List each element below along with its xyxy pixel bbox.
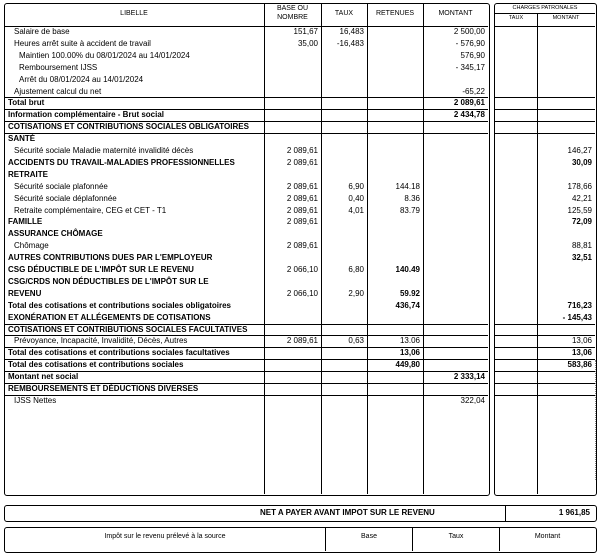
row-cp-montant: 30,09 (571, 157, 592, 167)
impot-taux: Taux (448, 533, 464, 540)
row-montant: 2 089,61 (453, 98, 485, 108)
row-taux: 16,483 (339, 27, 364, 36)
row-base: 2 089,61 (286, 146, 318, 155)
net-a-payer-value: 1 961,85 (558, 508, 590, 517)
column-divider (423, 4, 424, 494)
row-label: REVENU (8, 288, 42, 298)
row-label: COTISATIONS ET CONTRIBUTIONS SOCIALES FACULTATIVES (8, 324, 248, 334)
side-row-rule (495, 133, 595, 134)
row-montant: - 345,17 (455, 62, 485, 72)
row-taux: 4,01 (348, 205, 364, 215)
row-retenues: 13.06 (399, 336, 420, 346)
row-retenues: 8.36 (404, 193, 420, 203)
row-label: RETRAITE (8, 169, 48, 179)
section-rule (5, 121, 488, 122)
row-cp-montant: 178,66 (567, 181, 592, 191)
row-base: 151,67 (293, 27, 318, 36)
row-base: 2 089,61 (286, 181, 318, 191)
row-label: Prévoyance, Incapacité, Invalidité, Décès, Autres (14, 336, 188, 346)
row-cp-montant: 13,06 (571, 336, 592, 346)
row-montant: - 576,90 (455, 38, 485, 48)
row-label: SANTÉ (8, 134, 36, 144)
header-base-line2: NOMBRE (277, 14, 308, 21)
row-base: 2 089,61 (286, 241, 318, 251)
row-label: AUTRES CONTRIBUTIONS DUES PAR L'EMPLOYEUR (8, 253, 213, 263)
row-label: Sécurité sociale déplafonnée (14, 193, 117, 203)
header-taux: TAUX (334, 10, 354, 17)
row-label: IJSS Nettes (14, 395, 57, 405)
row-base: 2 066,10 (286, 288, 318, 298)
row-label: Total brut (8, 98, 45, 108)
row-label: Retraite complémentaire, CEG et CET - T1 (14, 205, 167, 215)
side-row-rule (495, 371, 595, 372)
row-base: 2 089,61 (286, 205, 318, 215)
side-row-rule (495, 109, 595, 110)
net-a-payer-label: NET A PAYER AVANT IMPOT SUR LE REVENU (260, 508, 435, 517)
impot-base: Base (361, 533, 377, 540)
row-taux: -16,483 (336, 38, 364, 48)
row-retenues: 140.49 (395, 265, 420, 274)
row-label: ASSURANCE CHÔMAGE (8, 229, 103, 239)
row-label: ACCIDENTS DU TRAVAIL-MALADIES PROFESSIONNELLES (8, 157, 235, 167)
row-rule (5, 133, 488, 134)
row-label: Ajustement calcul du net (14, 86, 102, 96)
side-subheader-rule (495, 13, 595, 14)
column-divider (367, 4, 368, 494)
row-montant: 576,90 (460, 50, 485, 60)
row-label: Heures arrêt suite à accident de travail (14, 38, 151, 48)
header-rule (5, 26, 488, 27)
header-cp-taux: TAUX (508, 15, 524, 21)
row-label: Remboursement IJSS (19, 62, 98, 72)
side-row-rule (495, 383, 595, 384)
row-label: Total des cotisations et contributions sociales (8, 360, 184, 370)
row-cp-montant: 88,81 (571, 241, 592, 251)
row-cp-montant: 146,27 (567, 146, 592, 155)
row-retenues: 59.92 (399, 288, 420, 298)
row-label: Sécurité sociale Maladie maternité invalidité décès (14, 146, 194, 155)
row-montant: 322,04 (460, 395, 485, 405)
header-base (264, 4, 321, 22)
row-label: Arrêt du 08/01/2024 au 14/01/2024 (19, 74, 144, 84)
row-label: Total des cotisations et contributions sociales facultatives (8, 348, 230, 358)
row-taux: 6,90 (348, 181, 364, 191)
row-rule (5, 395, 488, 396)
row-cp-montant: - 145,43 (562, 312, 592, 322)
side-row-rule (495, 97, 595, 98)
row-taux: 0,63 (348, 336, 364, 346)
row-retenues: 13,06 (399, 348, 420, 358)
row-label: CSG DÉDUCTIBLE DE L'IMPÔT SUR LE REVENU (8, 265, 194, 274)
row-montant: -65,22 (462, 86, 485, 96)
row-montant: 2 500,00 (453, 27, 485, 36)
row-montant: 2 333,14 (453, 372, 485, 382)
row-label: Salaire de base (14, 27, 70, 36)
row-label: EXONÉRATION ET ALLÉGEMENTS DE COTISATIONS (8, 312, 211, 322)
row-label: Sécurité sociale plafonnée (14, 181, 108, 191)
impot-label: Impôt sur le revenu prélevé à la source (104, 533, 226, 540)
header-base-line1: BASE OU (276, 5, 309, 12)
row-base: 2 089,61 (286, 217, 318, 227)
row-cp-montant: 583,86 (567, 360, 592, 370)
row-taux: 0,40 (348, 193, 364, 203)
margin-ruler (595, 360, 600, 480)
impot-frame (4, 527, 597, 553)
header-charges-patronales: CHARGES PATRONALES (512, 5, 578, 11)
row-retenues: 436,74 (395, 300, 420, 310)
row-label: Montant net social (8, 372, 79, 382)
row-cp-montant: 42,21 (571, 193, 592, 203)
row-label: Total des cotisations et contributions sociales obligatoires (8, 300, 232, 310)
row-label: Maintien 100.00% du 08/01/2024 au 14/01/2024 (19, 50, 190, 60)
row-cp-montant: 72,09 (571, 217, 592, 227)
header-libelle: LIBELLE (120, 10, 148, 17)
row-label: COTISATIONS ET CONTRIBUTIONS SOCIALES OBLIGATOIRES (8, 122, 249, 132)
section-rule (5, 383, 488, 384)
row-base: 35,00 (297, 38, 318, 48)
header-retenues: RETENUES (375, 10, 415, 17)
row-retenues: 144.18 (395, 181, 420, 191)
row-cp-montant: 32,51 (571, 253, 592, 263)
impot-montant: Montant (534, 533, 561, 540)
row-base: 2 066,10 (286, 265, 318, 274)
side-row-rule (495, 395, 595, 396)
row-cp-montant: 716,23 (567, 300, 592, 310)
row-label: Information complémentaire - Brut social (8, 110, 165, 120)
row-montant: 2 434,78 (453, 110, 485, 120)
row-base: 2 089,61 (286, 193, 318, 203)
row-taux: 2,90 (348, 288, 364, 298)
side-row-rule (495, 121, 595, 122)
row-base: 2 089,61 (286, 336, 318, 346)
row-label: Chômage (14, 241, 49, 251)
row-cp-montant: 13,06 (571, 348, 592, 358)
row-label: REMBOURSEMENTS ET DÉDUCTIONS DIVERSES (8, 384, 199, 393)
section-rule (5, 324, 488, 325)
row-label: CSG/CRDS NON DÉDUCTIBLES DE L'IMPÔT SUR LE (8, 276, 209, 286)
row-retenues: 83.79 (399, 205, 420, 215)
side-row-rule (495, 324, 595, 325)
header-cp-montant: MONTANT (552, 15, 580, 21)
row-taux: 6,80 (348, 265, 364, 274)
row-retenues: 449,80 (395, 360, 420, 370)
column-divider (321, 4, 322, 494)
net-a-payer-divider (505, 506, 506, 521)
side-header-rule (495, 26, 595, 27)
row-label: FAMILLE (8, 217, 43, 227)
row-base: 2 089,61 (286, 157, 318, 167)
row-rule (5, 97, 488, 98)
row-cp-montant: 125,59 (567, 205, 592, 215)
header-montant: MONTANT (438, 10, 473, 17)
